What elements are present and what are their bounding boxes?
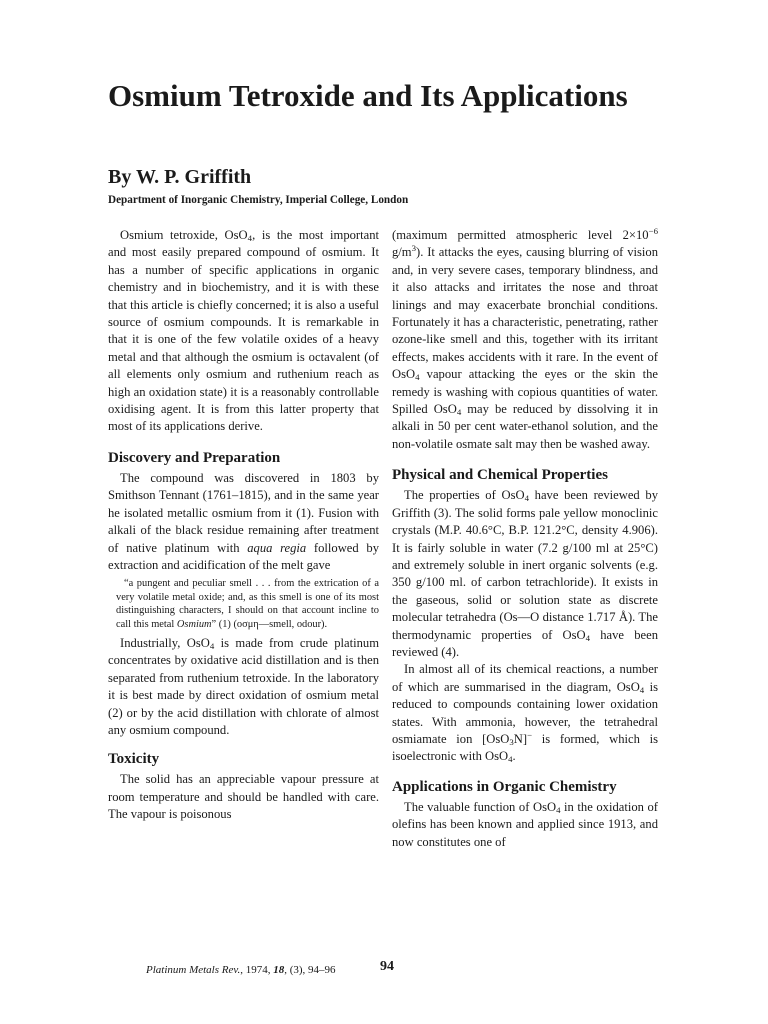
discovery-paragraph: The compound was discovered in 1803 by Smithson Tennant (1761–1815), and in the same year he isolated metallic osmium from it (1). Fusion with alkali of the black residue remaining after treatment of native platinum with aqua regia followed by extraction and acidification of the melt gave [108,470,379,572]
journal-citation: Platinum Metals Rev., 1974, 18, (3), 94–96 [146,964,336,976]
page-number: 94 [380,959,394,974]
tennant-quote: “a pungent and peculiar smell . . . from the extrication of a very volatile metal oxide; and, as this smell is one of its most distinguishing characters, I should on that account incline to call this metal Osmium” (1) (οσμη—smell, odour). [116,578,379,630]
article-title: Osmium Tetroxide and Its Applications [108,78,628,113]
organic-applications-paragraph: The valuable function of OsO$_4$ in the oxidation of olefins has been known and applied since 1913, and now constitutes one of [392,799,658,849]
author-byline: By W. P. Griffith [108,166,252,188]
intro-paragraph: Osmium tetroxide, OsO$_4$, is the most important and most easily prepared compound of osmium. It has a number of specific applications in organic chemistry and in biochemistry, and it is with these that this article is chiefly concerned; it is also a useful source of osmium compounds. It is remarkable in that it is one of the few volatile oxides of a heavy metal and that although the osmium is octavalent (of all elements only osmium and ruthenium reach as high an oxidation state) it is a reasonably controllable oxidising agent. It is from this latter property that most of its applications derive. [108,228,379,434]
toxicity-paragraph: The solid has an appreciable vapour pressure at room temperature and should be handled with care. The vapour is poisonous [108,772,379,822]
organic-applications-heading: Applications in Organic Chemistry [392,778,617,795]
physical-properties-heading: Physical and Chemical Properties [392,467,608,484]
author-affiliation: Department of Inorganic Chemistry, Imperial College, London [108,194,409,206]
discovery-heading: Discovery and Preparation [108,449,281,466]
toxicity-continued-paragraph: (maximum permitted atmospheric level $2\times 10^{-6}$ $g/m^3$). It attacks the eyes, causing blurring of vision and, in very severe cases, temporary blindness, and it also attacks and irritates the nose and throat linings and may exacerbate bronchial conditions. Fortunately it has a characteristic, penetrating, rather ozone-like smell and this, together with its irritant effects, makes accidents with it rare. In the event of OsO$_4$ vapour attacking the eyes or the skin the remedy is washing with copious quantities of water. Spilled OsO$_4$ may be reduced by dissolving it in alkali in 50 per cent water-ethanol solution, and the non-volatile osmate salt may then be washed away. [392,226,658,451]
reactions-paragraph: In almost all of its chemical reactions, a number of which are summarised in the diagram, OsO$_4$ is reduced to compounds containing lower oxidation states. With ammonia, however, the tetrahedral osmiamate ion [OsO$_3$N]− is formed, which is isoelectronic with OsO$_4$. [392,662,659,765]
left-column [108,227,379,824]
physical-properties-paragraph: The properties of OsO$_4$ have been reviewed by Griffith (3). The solid forms pale yellow monoclinic crystals (M.P. 40.6°C, B.P. 121.2°C, density 4.906). It is fairly soluble in water (7.2 g/100 ml at 25°C) and extremely soluble in inert organic solvents (e.g. 350 g/100 ml. of carbon tetrachloride). It exists in the gaseous, solid or solution state as discrete molecular tetrahedra (Os—O distance 1.717 Å). The thermodynamic properties of OsO$_4$ have been reviewed (4). [392,488,659,659]
toxicity-heading: Toxicity [108,751,160,768]
industrial-paragraph: Industrially, OsO$_4$ is made from crude platinum concentrates by oxidative acid distillation and is then separated from ruthenium tetroxide. In the laboratory it is best made by direct oxidation of osmium metal (2) or by the acid distillation with chlorate of almost any osmium compound. [108,635,379,737]
right-column [392,227,658,851]
